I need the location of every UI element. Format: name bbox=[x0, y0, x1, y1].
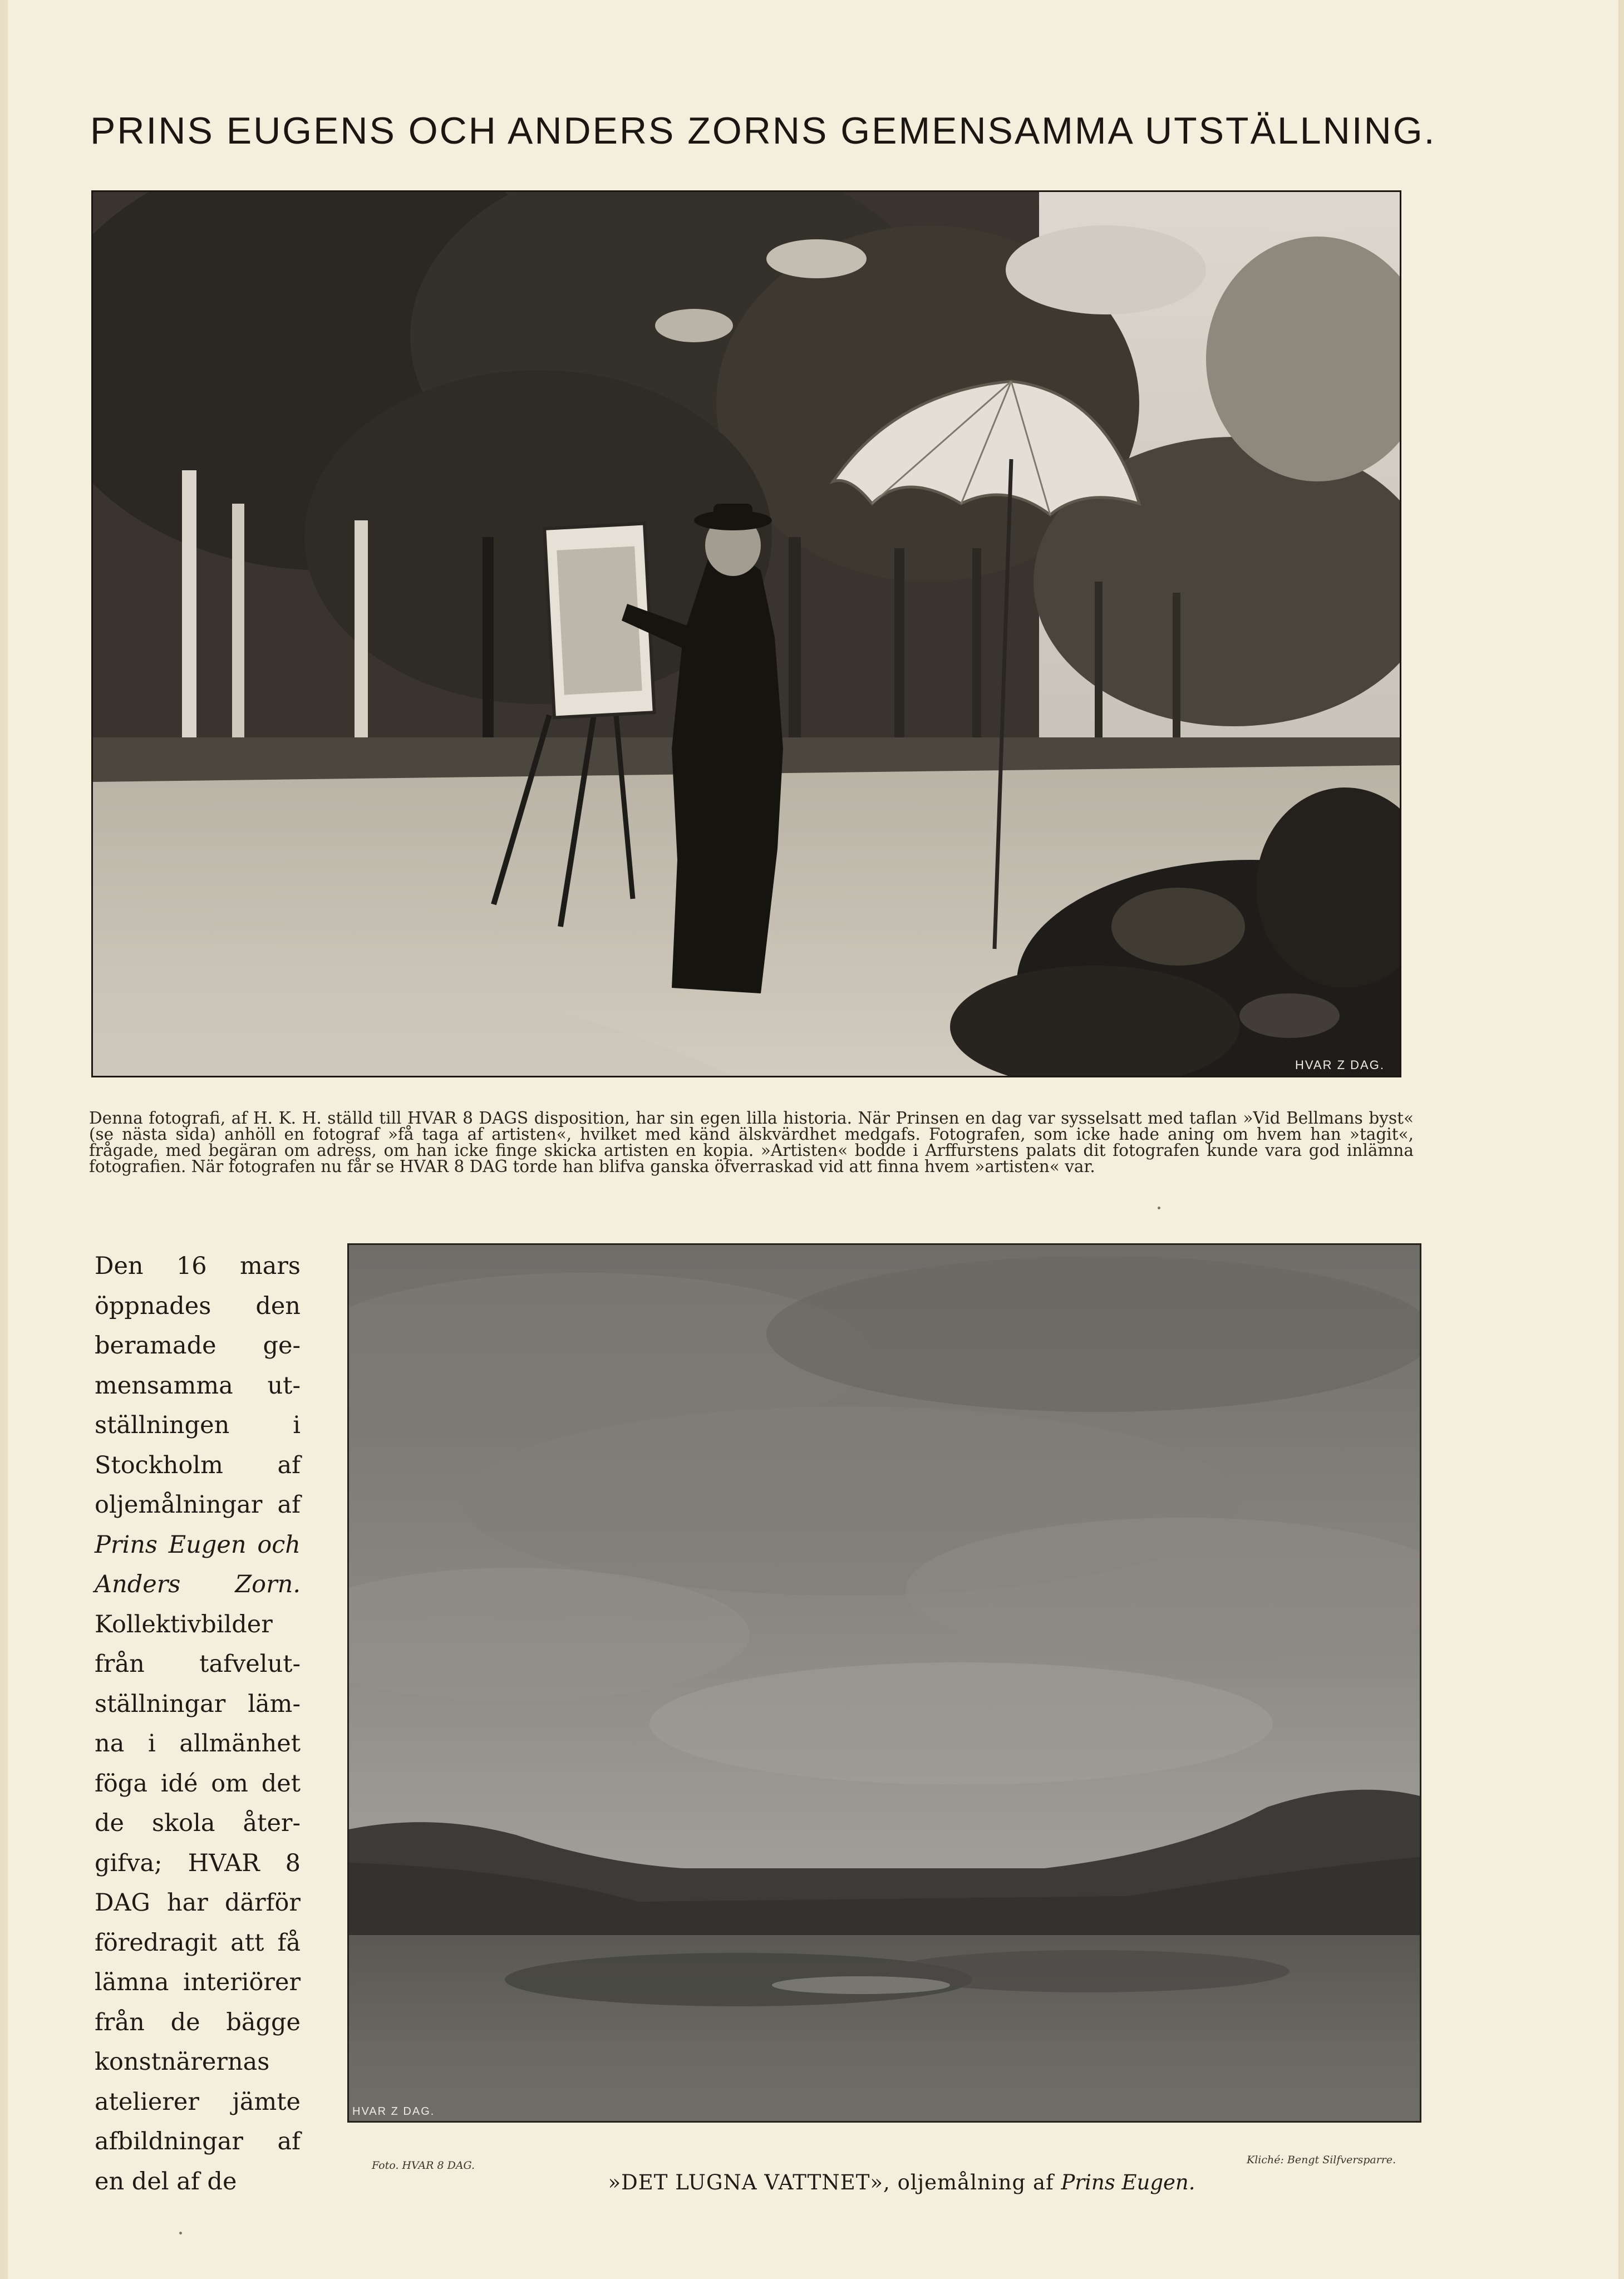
article-line: Prins Eugen och bbox=[95, 1530, 301, 1559]
article-line: afbildningar af bbox=[95, 2128, 301, 2155]
klische-credit: Kliché: Bengt Silfversparre. bbox=[1247, 2154, 1396, 2166]
article-line: ställningen i bbox=[95, 1411, 301, 1439]
article-line: beramade ge- bbox=[95, 1332, 301, 1360]
article-column bbox=[95, 1247, 301, 2202]
article-line: DAG har därför bbox=[95, 1889, 301, 1917]
article-line: Kollektivbilder bbox=[95, 1610, 273, 1638]
article-line: mensamma ut- bbox=[95, 1371, 301, 1400]
calm-water-painting bbox=[349, 1245, 1420, 2121]
print-speck bbox=[1158, 1207, 1160, 1209]
article-line: föga idé om det bbox=[95, 1769, 301, 1798]
article-line: öppnades den bbox=[95, 1292, 301, 1320]
article-line: oljemålningar af bbox=[95, 1491, 301, 1519]
painting-caption-artist: Prins Eugen. bbox=[1061, 2170, 1195, 2194]
article-line: lämna interiörer bbox=[95, 1968, 301, 1996]
painting-caption-title: »DET LUGNA VATTNET», oljemålning af bbox=[608, 2170, 1054, 2194]
article-line: gifva; HVAR 8 bbox=[95, 1849, 301, 1877]
page-title: PRINS EUGENS OCH ANDERS ZORNS GEMENSAMMA UTSTÄLLNING. bbox=[90, 110, 1436, 152]
article-line: na i allmänhet bbox=[95, 1730, 301, 1758]
article-line: konstnärernas bbox=[95, 2048, 270, 2076]
article-line: Stockholm af bbox=[95, 1451, 301, 1479]
article-line: Anders Zorn. bbox=[95, 1571, 301, 1598]
photo-credit: HVAR Z DAG. bbox=[1295, 1058, 1385, 1072]
article-line: ställningar läm- bbox=[95, 1690, 301, 1718]
painter-in-park-photo bbox=[93, 192, 1400, 1076]
article-line: från tafvelut- bbox=[95, 1650, 301, 1678]
painting-inner-credit: HVAR Z DAG. bbox=[352, 2105, 435, 2118]
photo-caption: Denna fotografi, af H. K. H. ställd till HVAR 8 DAGS disposition, har sin egen lilla historia. När Prinsen en dag var sysselsatt med taflan »Vid Bellmans byst« (se nästa sida) anhöll en fotograf »få taga af artisten«, hvilket med känd älskvärdhet medgafs. Fotografen, som icke hade aning om hvem han »tagit«, frågade, med begäran om adress, om han icke finge skicka artisten en kopia. »Artisten« bodde i Arffurstens palats dit fotografen kunde vara god inlämna fotografien. När fotografen nu får se HVAR 8 DAG torde han blifva ganska öfverraskad vid att finna hvem »artisten« var. bbox=[89, 1109, 1414, 1176]
article-line: en del af de bbox=[95, 2167, 237, 2196]
painting-reproduction bbox=[347, 1243, 1421, 2123]
print-speck bbox=[179, 2232, 182, 2234]
article-line: Den 16 mars bbox=[95, 1252, 301, 1280]
article-line: från de bägge bbox=[95, 2008, 301, 2036]
article-line: atelierer jämte bbox=[95, 2088, 301, 2116]
painting-caption bbox=[596, 2170, 1208, 2194]
foto-credit: Foto. HVAR 8 DAG. bbox=[372, 2159, 475, 2172]
article-line: de skola åter- bbox=[95, 1809, 301, 1837]
article-line: föredragit att få bbox=[95, 1928, 301, 1957]
top-photograph bbox=[91, 190, 1401, 1077]
